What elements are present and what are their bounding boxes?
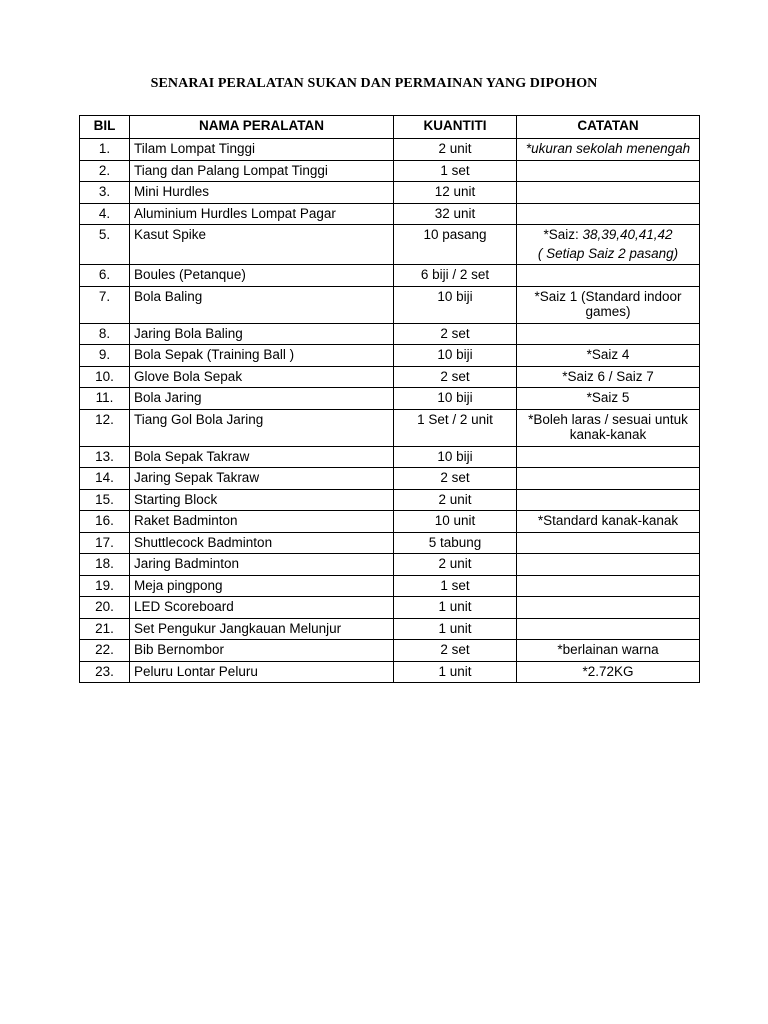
cell-nama: Bola Baling: [130, 286, 394, 323]
table-row: [80, 532, 700, 554]
cell-bil: 14.: [80, 468, 130, 490]
cell-kuantiti: 2 set: [394, 323, 517, 345]
cell-catatan: [517, 182, 700, 204]
cell-kuantiti: 32 unit: [394, 203, 517, 225]
table-row: [80, 575, 700, 597]
table-row: [80, 618, 700, 640]
cell-kuantiti: 10 biji: [394, 388, 517, 410]
equipment-table: [79, 115, 700, 683]
cell-nama: Raket Badminton: [130, 511, 394, 533]
table-row: [80, 409, 700, 446]
cell-bil: 15.: [80, 489, 130, 511]
cell-kuantiti: 1 set: [394, 160, 517, 182]
cell-kuantiti: 10 unit: [394, 511, 517, 533]
cell-kuantiti: 1 unit: [394, 661, 517, 683]
cell-kuantiti: 10 biji: [394, 446, 517, 468]
cell-nama: Tiang Gol Bola Jaring: [130, 409, 394, 446]
cell-kuantiti: 1 set: [394, 575, 517, 597]
table-row: [80, 597, 700, 619]
header-bil: BIL: [80, 116, 130, 139]
table-row: [80, 489, 700, 511]
cell-kuantiti: 2 set: [394, 366, 517, 388]
cell-nama: Meja pingpong: [130, 575, 394, 597]
table-row: [80, 182, 700, 204]
header-nama-peralatan: NAMA PERALATAN: [130, 116, 394, 139]
cell-bil: 17.: [80, 532, 130, 554]
cell-nama: Boules (Petanque): [130, 265, 394, 287]
cell-nama: Set Pengukur Jangkauan Melunjur: [130, 618, 394, 640]
cell-catatan: [517, 554, 700, 576]
cell-catatan: *Saiz 6 / Saiz 7: [517, 366, 700, 388]
cell-nama: LED Scoreboard: [130, 597, 394, 619]
cell-nama: Jaring Badminton: [130, 554, 394, 576]
cell-bil: 7.: [80, 286, 130, 323]
cell-bil: 6.: [80, 265, 130, 287]
cell-catatan: [517, 225, 700, 265]
cell-kuantiti: 2 unit: [394, 554, 517, 576]
header-catatan: CATATAN: [517, 116, 700, 139]
cell-kuantiti: 6 biji / 2 set: [394, 265, 517, 287]
table-row: [80, 640, 700, 662]
cell-kuantiti: 2 set: [394, 468, 517, 490]
cell-catatan: [517, 203, 700, 225]
table-header-row: [80, 116, 700, 139]
cell-kuantiti: 10 pasang: [394, 225, 517, 265]
cell-nama: Peluru Lontar Peluru: [130, 661, 394, 683]
table-row: [80, 160, 700, 182]
cell-kuantiti: 2 unit: [394, 139, 517, 161]
cell-bil: 11.: [80, 388, 130, 410]
table-row: [80, 225, 700, 265]
cell-kuantiti: 1 unit: [394, 618, 517, 640]
cell-catatan: [517, 160, 700, 182]
cell-nama: Mini Hurdles: [130, 182, 394, 204]
table-row: [80, 366, 700, 388]
cell-bil: 21.: [80, 618, 130, 640]
cell-bil: 8.: [80, 323, 130, 345]
cell-bil: 12.: [80, 409, 130, 446]
cell-catatan: [517, 446, 700, 468]
cell-bil: 23.: [80, 661, 130, 683]
cell-kuantiti: 2 unit: [394, 489, 517, 511]
cell-bil: 4.: [80, 203, 130, 225]
cell-catatan: *berlainan warna: [517, 640, 700, 662]
cell-bil: 10.: [80, 366, 130, 388]
cell-catatan: [517, 265, 700, 287]
cell-bil: 2.: [80, 160, 130, 182]
cell-nama: Tilam Lompat Tinggi: [130, 139, 394, 161]
cell-catatan: *2.72KG: [517, 661, 700, 683]
catatan-text: *Saiz:: [543, 227, 583, 242]
cell-nama: Tiang dan Palang Lompat Tinggi: [130, 160, 394, 182]
table-row: [80, 265, 700, 287]
cell-nama: Bola Sepak (Training Ball ): [130, 345, 394, 367]
cell-bil: 1.: [80, 139, 130, 161]
cell-kuantiti: 12 unit: [394, 182, 517, 204]
cell-catatan: [517, 618, 700, 640]
cell-kuantiti: 1 unit: [394, 597, 517, 619]
cell-catatan: [517, 575, 700, 597]
cell-bil: 9.: [80, 345, 130, 367]
cell-nama: Glove Bola Sepak: [130, 366, 394, 388]
cell-kuantiti: 1 Set / 2 unit: [394, 409, 517, 446]
cell-catatan: *Saiz 4: [517, 345, 700, 367]
cell-nama: Bola Sepak Takraw: [130, 446, 394, 468]
cell-catatan: [517, 489, 700, 511]
table-row: [80, 345, 700, 367]
catatan-text: *ukuran sekolah menengah: [525, 141, 691, 156]
cell-catatan: [517, 139, 700, 161]
cell-catatan: [517, 532, 700, 554]
cell-catatan: [517, 468, 700, 490]
cell-bil: 19.: [80, 575, 130, 597]
cell-bil: 13.: [80, 446, 130, 468]
table-row: [80, 323, 700, 345]
catatan-sizes: 38,39,40,41,42: [582, 227, 673, 242]
cell-bil: 5.: [80, 225, 130, 265]
cell-nama: Jaring Sepak Takraw: [130, 468, 394, 490]
cell-kuantiti: 2 set: [394, 640, 517, 662]
header-kuantiti: KUANTITI: [394, 116, 517, 139]
table-row: [80, 661, 700, 683]
cell-catatan: [517, 597, 700, 619]
cell-kuantiti: 10 biji: [394, 345, 517, 367]
cell-catatan: *Standard kanak-kanak: [517, 511, 700, 533]
cell-nama: Kasut Spike: [130, 225, 394, 265]
catatan-note: ( Setiap Saiz 2 pasang): [537, 245, 679, 261]
cell-bil: 22.: [80, 640, 130, 662]
cell-nama: Shuttlecock Badminton: [130, 532, 394, 554]
cell-nama: Starting Block: [130, 489, 394, 511]
table-row: [80, 468, 700, 490]
cell-kuantiti: 10 biji: [394, 286, 517, 323]
table-row: [80, 388, 700, 410]
cell-kuantiti: 5 tabung: [394, 532, 517, 554]
cell-nama: Aluminium Hurdles Lompat Pagar: [130, 203, 394, 225]
cell-bil: 18.: [80, 554, 130, 576]
table-row: [80, 446, 700, 468]
table-row: [80, 203, 700, 225]
table-row: [80, 511, 700, 533]
cell-bil: 16.: [80, 511, 130, 533]
cell-catatan: [517, 323, 700, 345]
cell-nama: Bib Bernombor: [130, 640, 394, 662]
cell-bil: 3.: [80, 182, 130, 204]
cell-bil: 20.: [80, 597, 130, 619]
document-title: SENARAI PERALATAN SUKAN DAN PERMAINAN YANG DIPOHON: [150, 76, 598, 91]
table-row: [80, 554, 700, 576]
cell-nama: Jaring Bola Baling: [130, 323, 394, 345]
cell-catatan: *Boleh laras / sesuai untuk kanak-kanak: [517, 409, 700, 446]
table-row: [80, 286, 700, 323]
cell-nama: Bola Jaring: [130, 388, 394, 410]
cell-catatan: *Saiz 5: [517, 388, 700, 410]
table-row: [80, 139, 700, 161]
cell-catatan: *Saiz 1 (Standard indoor games): [517, 286, 700, 323]
